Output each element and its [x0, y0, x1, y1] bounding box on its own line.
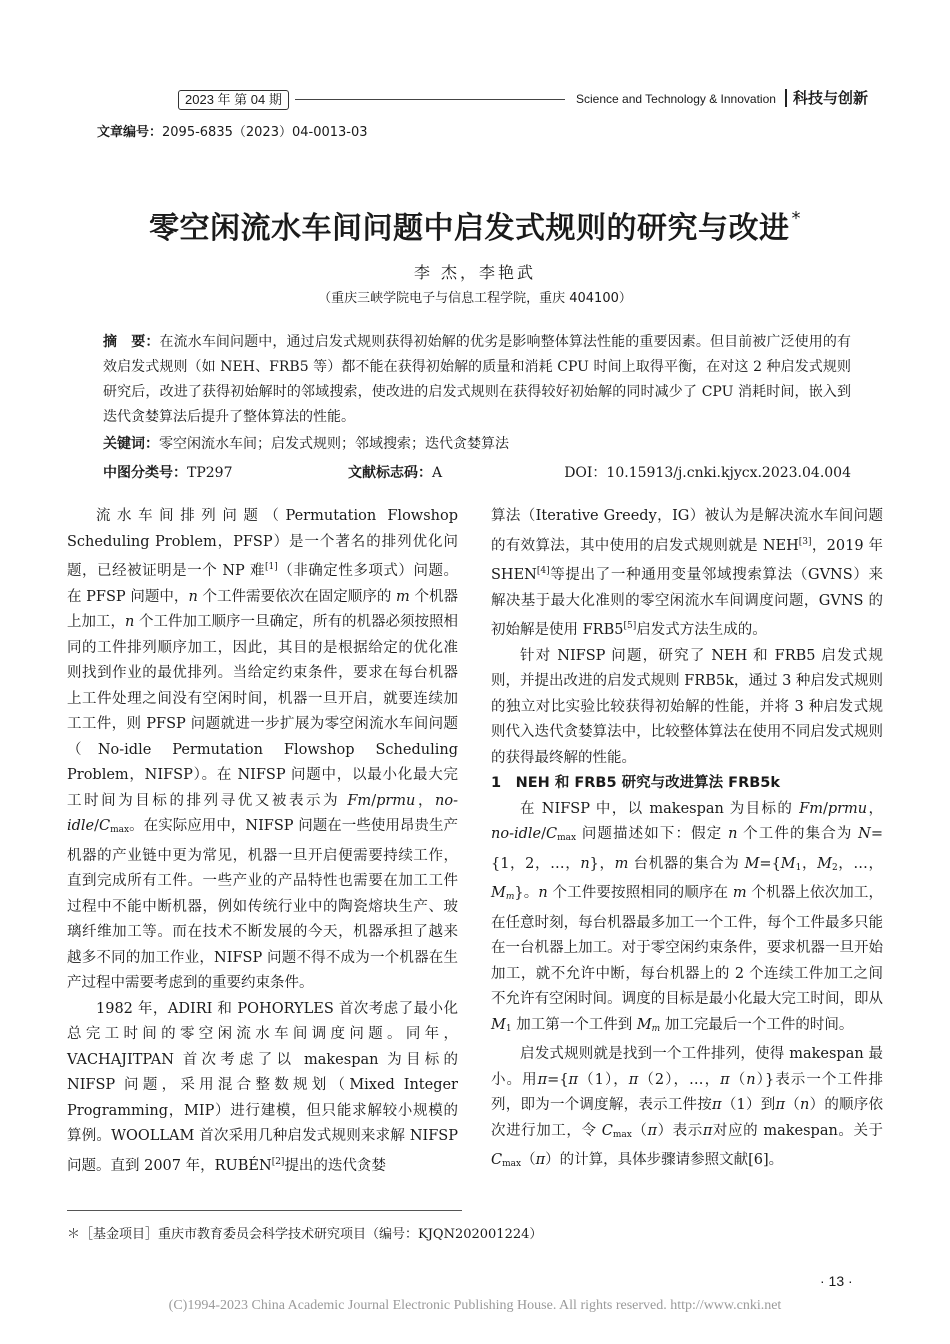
body-column-left [67, 504, 458, 1179]
issue-badge: 2023 年 第 04 期 [178, 90, 289, 110]
copyright-watermark: (C)1994-2023 China Academic Journal Electronic Publishing House. All rights reserved. http://www.cnki.net [168, 1298, 782, 1313]
citation-ref: [2] [271, 1156, 285, 1167]
affiliation: （重庆三峡学院电子与信息工程学院，重庆 404100） [318, 291, 632, 306]
keywords-text: 零空闲流水车间；启发式规则；邻域搜索；迭代贪婪算法 [159, 436, 509, 452]
clc-code: 中图分类号：TP297 [103, 465, 233, 481]
header-separator [785, 89, 787, 107]
citation-ref: [4] [536, 566, 550, 576]
citation-ref: [1] [264, 562, 278, 572]
paragraph-history: 1982 年，ADIRI 和 POHORYLES 首次考虑了最小化总完工时间的零空闲流水车间调度问题。同年，VACHAJITPAN 首次考虑了以 makespan 为目标的 NIFSP 问题，采用混合整数规划（Mixed Integer Programming，MIP）进行建模，但只能求解较小规模的算例。WOOLLAM 首次采用几种启发式规则来求解 NIFSP 问题。直到 2007 年，RUBÉN[2]提出的迭代贪婪 [67, 1000, 458, 1174]
authors: 李 杰，李艳武 [413, 263, 537, 282]
abstract [103, 330, 851, 430]
paragraph-problem-def: 在 NIFSP 中，以 makespan 为目标的 Fm/prmu，$no-idle/C_{max}$ 问题描述如下：假定 n 个工件的集合为 N={1，2，…，n}，m 台机器的集合为 $M=\{M_1$，$M_2$，…，$M_m$}。n 个工件要按照相同的顺序在 m 个机器上依次加工，在任意时刻，每台机器最多加工一个工件，每个工件最多只能在一台机器上加工。对于零空闲约束条件，要求机器一旦开始加工，就不允许中断，每台机器上的 2 个连续工件加工之间不允许有空闲时间。调度的目标是最小化最大完工时间，即从 $M_1$ 加工第一个工件到 $M_m$ 加工完最后一个工件的时间。 [491, 800, 884, 1034]
citation-ref: [3] [798, 536, 812, 547]
paragraph-intro: 流水车间排列问题（Permutation Flowshop Scheduling Problem，PFSP）是一个著名的排列优化问题，已经被证明是一个 NP 难[1]（非确定性多项式）问题。在 PFSP 问题中，n 个工件需要依次在固定顺序的 m 个机器上加工，n 个工件加工顺序一旦确定，所有的机器必须按照相同的工件排列顺序加工，因此，其目的是根据给定的优化准则找到作业的最优排列。当给定约束条件，要求在每台机器上工件处理之间没有空闲时间，机器一旦开启，就要连续加工工件，则 PFSP 问题就进一步扩展为零空闲流水车间问题（No-idle Permutation Flowshop Scheduling Problem，NIFSP）。在 NIFSP 问题中，以最小化最大完工时间为目标的排列寻优又被表示为 Fm/prmu，$no-idle/C_{max}$。在实际应用中，NIFSP 问题在一些使用昂贵生产机器的产业链中更为常见，机器一旦开启便需要持续工作，直到完成所有工件。一些产业的产品特性也需要在加工工件过程中不能中断机器，例如传统行业中的陶瓷熔块生产、玻璃纤维加工等。而在技术不断发展的今天，机器承担了越来越多不同的加工作业，NIFSP 问题不得不成为一个机器在生产过程中需要考虑到的重要约束条件。 [67, 508, 459, 991]
keywords-label: 关键词： [103, 436, 159, 452]
classification-row [103, 462, 851, 484]
article-number: 文章编号：2095-6835（2023）04-0013-03 [97, 125, 368, 140]
keywords [103, 433, 851, 455]
citation-ref: [5] [623, 621, 637, 631]
footnote-rule [67, 1210, 462, 1211]
journal-name-en: Science and Technology & Innovation [576, 92, 776, 106]
abstract-text: 在流水车间问题中，通过启发式规则获得初始解的优劣是影响整体算法性能的重要因素。但目前被广泛使用的有效启发式规则（如 NEH、FRB5 等）都不能在获得初始解的质量和消耗 CPU 时间上取得平衡，在对这 2 种启发式规则研究后，改进了获得初始解时的邻域搜索，使改进的启发式规则在获得较好初始解的同时减少了 CPU 消耗时间，嵌入到迭代贪婪算法后提升了整体算法的性能。 [103, 334, 852, 425]
section-heading-1: 1 NEH 和 FRB5 研究与改进算法 FRB5k [491, 775, 781, 791]
title-footnote-mark: * [791, 208, 801, 229]
paragraph-heuristic: 启发式规则就是找到一个工件排列，使得 makespan 最小。用π={π（1），π（2），…，π（n）}表示一个工件排列，即为一个调度解，表示工件按π（1）到π（n）的顺序依次进行加工，令 $C_{max}(\pi)$表示π对应的 makespan。关于 $C_{max}(\pi)$的计算，具体步骤请参照文献[6]。 [491, 1046, 884, 1169]
paper-title: 零空闲流水车间问题中启发式规则的研究与改进 * [149, 208, 801, 246]
abstract-label: 摘 要： [103, 334, 160, 350]
journal-name-cn: 科技与创新 [793, 89, 869, 107]
page-number: · 13 · [820, 1273, 853, 1289]
paragraph-history-cont: 算法（Iterative Greedy，IG）被认为是解决流水车间问题的有效算法，其中使用的启发式规则就是 NEH[3]，2019 年 SHEN[4]等提出了一种通用变量邻域搜索算法（GVNS）来解决基于最大化准则的零空闲流水车间调度问题，GVNS 的初始解是使用 FRB5[5]启发式方法生成的。 [491, 508, 883, 638]
document-code: 文献标志码：A [348, 465, 443, 481]
header-rule [295, 99, 565, 100]
doi: DOI：10.15913/j.cnki.kjycx.2023.04.004 [564, 465, 851, 481]
funding-footnote: ＊［基金项目］重庆市教育委员会科学技术研究项目（编号：KJQN202001224） [67, 1227, 543, 1242]
body-column-right [491, 504, 883, 1178]
paragraph-contribution: 针对 NIFSP 问题，研究了 NEH 和 FRB5 启发式规则，并提出改进的启发式规则 FRB5k，通过 3 种启发式规则的独立对比实验比较获得初始解的性能，并将 3 种启发式规则代入迭代贪婪算法中，比较整体算法在使用不同启发式规则的获得最终解的性能。 [491, 647, 883, 766]
